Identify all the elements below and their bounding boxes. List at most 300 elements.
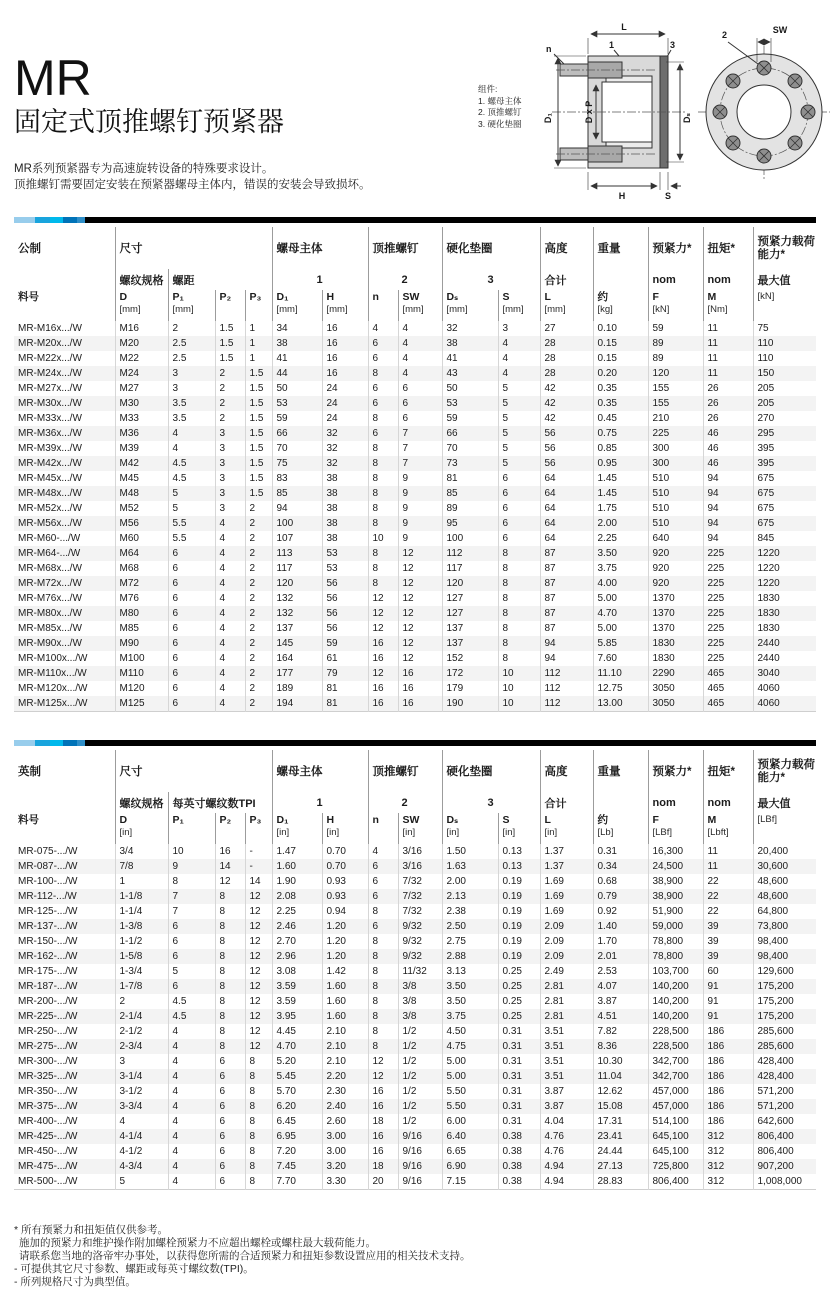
group-header: 螺母主体 [272,227,368,269]
cell: 2 [245,546,272,561]
cell: 7 [168,889,215,904]
cell: 3.51 [540,1024,593,1039]
cell: 94 [703,486,753,501]
cell: 150 [753,366,816,381]
cell: 4 [398,351,442,366]
cell: 8 [245,1099,272,1114]
cell: 12 [245,1039,272,1054]
table-row [14,1024,816,1039]
cell: 12 [368,621,398,636]
part-number: MR-M36x.../W [18,428,82,439]
column-header: P₃ [245,813,272,844]
cell: 112 [540,696,593,712]
cell: 205 [753,396,816,411]
cell: 12 [368,1069,398,1084]
cell: 8 [215,889,245,904]
cell: 4.5 [168,994,215,1009]
group-header: 尺寸 [115,750,272,792]
cell: 907,200 [753,1159,816,1174]
cell: 38 [322,486,368,501]
cell: 0.38 [498,1159,540,1174]
cell: 1.5 [215,351,245,366]
cell: 107 [272,531,322,546]
cell: 6 [215,1054,245,1069]
cell: 225 [703,576,753,591]
cell: 342,700 [648,1069,703,1084]
cell: 3.75 [593,561,648,576]
cell: 3/16 [398,844,442,859]
column-header: n [368,290,398,321]
table-row [14,1084,816,1099]
cell: 4 [215,666,245,681]
cell: 12 [245,919,272,934]
group-header: 公制 [18,242,41,255]
cell: 189 [272,681,322,696]
cell: 140,200 [648,994,703,1009]
table-row [14,1054,816,1069]
cell: 87 [540,621,593,636]
cell: 4.70 [593,606,648,621]
cell: 806,400 [753,1129,816,1144]
cell: 10.30 [593,1054,648,1069]
cell: 6 [168,576,215,591]
cell: 5.70 [272,1084,322,1099]
cell: 2 [245,651,272,666]
cell: 2 [245,531,272,546]
cell: 48,600 [753,874,816,889]
cell: 3.59 [272,979,322,994]
part-number: MR-375-.../W [18,1101,78,1112]
cell: 1370 [648,606,703,621]
cell: 6 [215,1114,245,1129]
column-header: D₁ [in] [272,813,322,844]
bar-segment [77,740,85,746]
cell: 28.83 [593,1174,648,1190]
cell: 1.20 [322,949,368,964]
cell: 9 [398,516,442,531]
cell: 2 [115,994,168,1009]
cell: 81 [442,471,498,486]
cell: 3 [168,366,215,381]
table-row [14,546,816,561]
cell: 5.50 [442,1084,498,1099]
column-header: D [mm] [115,290,168,321]
diagram-legend [478,84,521,130]
cell: 22 [703,889,753,904]
cell: 645,100 [648,1144,703,1159]
cell: 0.75 [593,426,648,441]
product-diagram [540,18,830,206]
cell: 1/2 [398,1114,442,1129]
page-header [14,52,284,137]
cell: 4.50 [442,1024,498,1039]
cell: 2.30 [322,1084,368,1099]
cell: 675 [753,486,816,501]
cell: 137 [272,621,322,636]
cell: 3.51 [540,1069,593,1084]
table-row [14,1099,816,1114]
subgroup-header: 螺纹规格 [115,792,168,813]
cell: 10 [498,666,540,681]
cell: 3 [115,1054,168,1069]
cell: 0.31 [498,1024,540,1039]
column-header: H [mm] [322,290,368,321]
table-row [14,874,816,889]
cell: 6 [168,621,215,636]
cell: 53 [442,396,498,411]
cell: 3 [215,426,245,441]
cell: 4 [498,351,540,366]
cell: 457,000 [648,1084,703,1099]
table-row [14,1114,816,1129]
cell: 1.75 [593,501,648,516]
cell: 2 [245,501,272,516]
cell: 510 [648,516,703,531]
cell: 3.87 [593,994,648,1009]
cell: 4 [215,651,245,666]
cell: 225 [703,651,753,666]
cell: 26 [703,396,753,411]
cell: 0.79 [593,889,648,904]
description-line: MR系列预紧器专为高速旋转设备的特殊要求设计。 [14,163,274,175]
cell: 5.5 [168,516,215,531]
cell: 4 [168,1069,215,1084]
cell: 48,600 [753,889,816,904]
table-row [14,636,816,651]
subgroup-header: nom [703,269,753,290]
cell: 428,400 [753,1069,816,1084]
column-header: M [Lbft] [703,813,753,844]
cell: 395 [753,441,816,456]
subgroup-header [593,269,648,290]
part-number: MR-200-.../W [18,996,78,1007]
cell: 8 [368,366,398,381]
cell: 4 [215,531,245,546]
cell: 4.76 [540,1129,593,1144]
cell: 137 [442,636,498,651]
column-header: SW [mm] [398,290,442,321]
cell: 194 [272,696,322,712]
cell: 2.60 [322,1114,368,1129]
cell: 8 [368,934,398,949]
cell: 186 [703,1114,753,1129]
part-number: MR-M30x.../W [18,398,82,409]
table-row [14,471,816,486]
cell: 2.25 [272,904,322,919]
cell: 1.69 [540,889,593,904]
cell: 8 [215,919,245,934]
cell: 85 [442,486,498,501]
subgroup-header: 1 [272,269,368,290]
cell: 2 [215,381,245,396]
cell: 12 [398,561,442,576]
cell: 190 [442,696,498,712]
cell: 1/2 [398,1054,442,1069]
cell: 4 [215,576,245,591]
cell: 56 [540,456,593,471]
cell: 0.45 [593,411,648,426]
cell: 312 [703,1159,753,1174]
cell: 12 [245,979,272,994]
cell: 4 [168,1129,215,1144]
cell: 94 [540,636,593,651]
cell: 1.50 [442,844,498,859]
bar-segment [14,217,35,223]
part-number: MR-475-.../W [18,1161,78,1172]
column-header: P₂ [215,813,245,844]
cell: 4060 [753,696,816,712]
cell: 18 [368,1114,398,1129]
subgroup-header [14,269,115,290]
cell: 179 [442,681,498,696]
cell: 5.00 [593,591,648,606]
cell: 0.10 [593,321,648,336]
cell: 16 [368,636,398,651]
cell: 9/32 [398,919,442,934]
cell: 59 [648,321,703,336]
cell: 5.00 [442,1069,498,1084]
cell: 465 [703,696,753,712]
cell: 8 [368,471,398,486]
cell: 41 [442,351,498,366]
cell: 9 [398,501,442,516]
cell: 7.20 [272,1144,322,1159]
part-number: MR-M85x.../W [18,623,82,634]
cell: 6 [215,1099,245,1114]
column-header: Dₛ [in] [442,813,498,844]
table-row [14,1144,816,1159]
cell: M120 [115,681,168,696]
cell: 2.00 [442,874,498,889]
cell: 8 [368,516,398,531]
column-header: D₁ [mm] [272,290,322,321]
cell: 205 [753,381,816,396]
cell: 0.31 [498,1069,540,1084]
cell: 87 [540,576,593,591]
cell: 59 [272,411,322,426]
cell: 8 [245,1114,272,1129]
cell: M80 [115,606,168,621]
cell: 12 [398,621,442,636]
cell: 129,600 [753,964,816,979]
part-number: MR-137-.../W [18,921,78,932]
cell: 175,200 [753,1009,816,1024]
cell: 4.45 [272,1024,322,1039]
cell: 6.95 [272,1129,322,1144]
cell: 2 [245,636,272,651]
cell: 2.09 [540,934,593,949]
part-number: MR-M60-.../W [18,533,81,544]
cell: 2 [245,516,272,531]
cell: 1.69 [540,874,593,889]
cell: 27.13 [593,1159,648,1174]
bar-segment [85,217,816,223]
part-number: MR-500-.../W [18,1176,78,1187]
cell: 510 [648,471,703,486]
cell: 5 [168,501,215,516]
cell: 89 [442,501,498,516]
part-number: MR-M120x.../W [18,683,88,694]
cell: 46 [703,441,753,456]
cell: 9/16 [398,1144,442,1159]
cell: 2440 [753,636,816,651]
footnote-line: - 所列规格尺寸为典型值。 [14,1276,136,1288]
cell: 81 [322,681,368,696]
cell: 7 [168,904,215,919]
cell: 8 [368,561,398,576]
cell: M16 [115,321,168,336]
cell: 514,100 [648,1114,703,1129]
cell: 64 [540,486,593,501]
cell: 140,200 [648,1009,703,1024]
cell: 6 [215,1084,245,1099]
cell: 83 [272,471,322,486]
cell: 16 [322,351,368,366]
cell: 1.40 [593,919,648,934]
cell: 20,400 [753,844,816,859]
group-header: 硬化垫圈 [442,750,540,792]
cell: 0.70 [322,844,368,859]
part-number: MR-112-.../W [18,891,77,902]
cell: 10 [168,844,215,859]
cell: 5 [115,1174,168,1190]
cell: 6 [168,681,215,696]
cell: 127 [442,606,498,621]
legend-item: 2. 顶推螺钉 [478,107,522,117]
cell: 16 [368,696,398,712]
cell: 312 [703,1174,753,1190]
cell: 64 [540,516,593,531]
cell: 9/16 [398,1174,442,1190]
cell: 2.70 [272,934,322,949]
bar-segment [35,217,50,223]
cell: 89 [648,351,703,366]
cell: 0.13 [498,859,540,874]
cell: 12 [368,606,398,621]
cell: 8.36 [593,1039,648,1054]
cell: 112 [442,546,498,561]
cell: M56 [115,516,168,531]
cell: 38,900 [648,874,703,889]
cell: 3/4 [115,844,168,859]
cell: 2.38 [442,904,498,919]
cell: 806,400 [648,1174,703,1190]
cell: 10 [368,531,398,546]
cell: 6 [368,381,398,396]
cell: 56 [540,441,593,456]
cell: 11 [703,859,753,874]
cell: 32 [322,456,368,471]
dim-label-L: L [621,22,627,32]
table-row [14,696,816,712]
table-row [14,516,816,531]
cell: 22 [703,904,753,919]
group-header: 预紧力* [648,750,703,792]
cell: 4-3/4 [115,1159,168,1174]
cell: 4 [168,1114,215,1129]
cell: 6 [215,1174,245,1190]
cell: M90 [115,636,168,651]
cell: 225 [703,606,753,621]
cell: 186 [703,1099,753,1114]
cell: 1.90 [272,874,322,889]
part-number: MR-M20x.../W [18,338,82,349]
table-row [14,844,816,859]
brand-color-bar [14,740,816,746]
cell: 920 [648,576,703,591]
part-number: MR-125-.../W [18,906,78,917]
cell: 0.19 [498,889,540,904]
cell: 4.04 [540,1114,593,1129]
cell: 38,900 [648,889,703,904]
cell: 3.75 [442,1009,498,1024]
cell: 6 [215,1069,245,1084]
table-row [14,1129,816,1144]
cell: 120 [272,576,322,591]
cell: 4.70 [272,1039,322,1054]
table-row [14,1069,816,1084]
part-number: MR-M72x.../W [18,578,82,589]
cell: 2.00 [593,516,648,531]
subgroup-header: 螺距 [168,269,272,290]
cell: 228,500 [648,1024,703,1039]
table-row [14,964,816,979]
cell: 2.81 [540,994,593,1009]
metric-table [14,217,816,712]
cell: 120 [648,366,703,381]
cell: 2290 [648,666,703,681]
cell: 0.20 [593,366,648,381]
cell: M60 [115,531,168,546]
bar-segment [50,217,63,223]
cell: 3/8 [398,1009,442,1024]
cell: M48 [115,486,168,501]
cell: 8 [498,546,540,561]
table-row [14,904,816,919]
cell: 0.35 [593,396,648,411]
cell: 4.00 [593,576,648,591]
cell: 164 [272,651,322,666]
column-header: SW [in] [398,813,442,844]
cell: 7.82 [593,1024,648,1039]
cell: 8 [245,1084,272,1099]
cell: 3 [215,471,245,486]
cell: 5 [168,964,215,979]
cell: 2 [245,591,272,606]
cell: 8 [215,979,245,994]
cell: 75 [272,456,322,471]
cell: 0.31 [593,844,648,859]
table-row [14,934,816,949]
cell: 1.63 [442,859,498,874]
part-number: MR-M100x.../W [18,653,88,664]
cell: M45 [115,471,168,486]
cell: 3.50 [442,994,498,1009]
cell: 6 [368,919,398,934]
cell: 6 [498,501,540,516]
cell: 140,200 [648,979,703,994]
cell: 0.31 [498,1084,540,1099]
cell: 4-1/2 [115,1144,168,1159]
cell: 465 [703,666,753,681]
cell: 9 [398,531,442,546]
cell: 24 [322,396,368,411]
cell: 91 [703,1009,753,1024]
cell: 186 [703,1069,753,1084]
cell: 5 [168,486,215,501]
cell: 28 [540,366,593,381]
cell: 2.20 [322,1069,368,1084]
